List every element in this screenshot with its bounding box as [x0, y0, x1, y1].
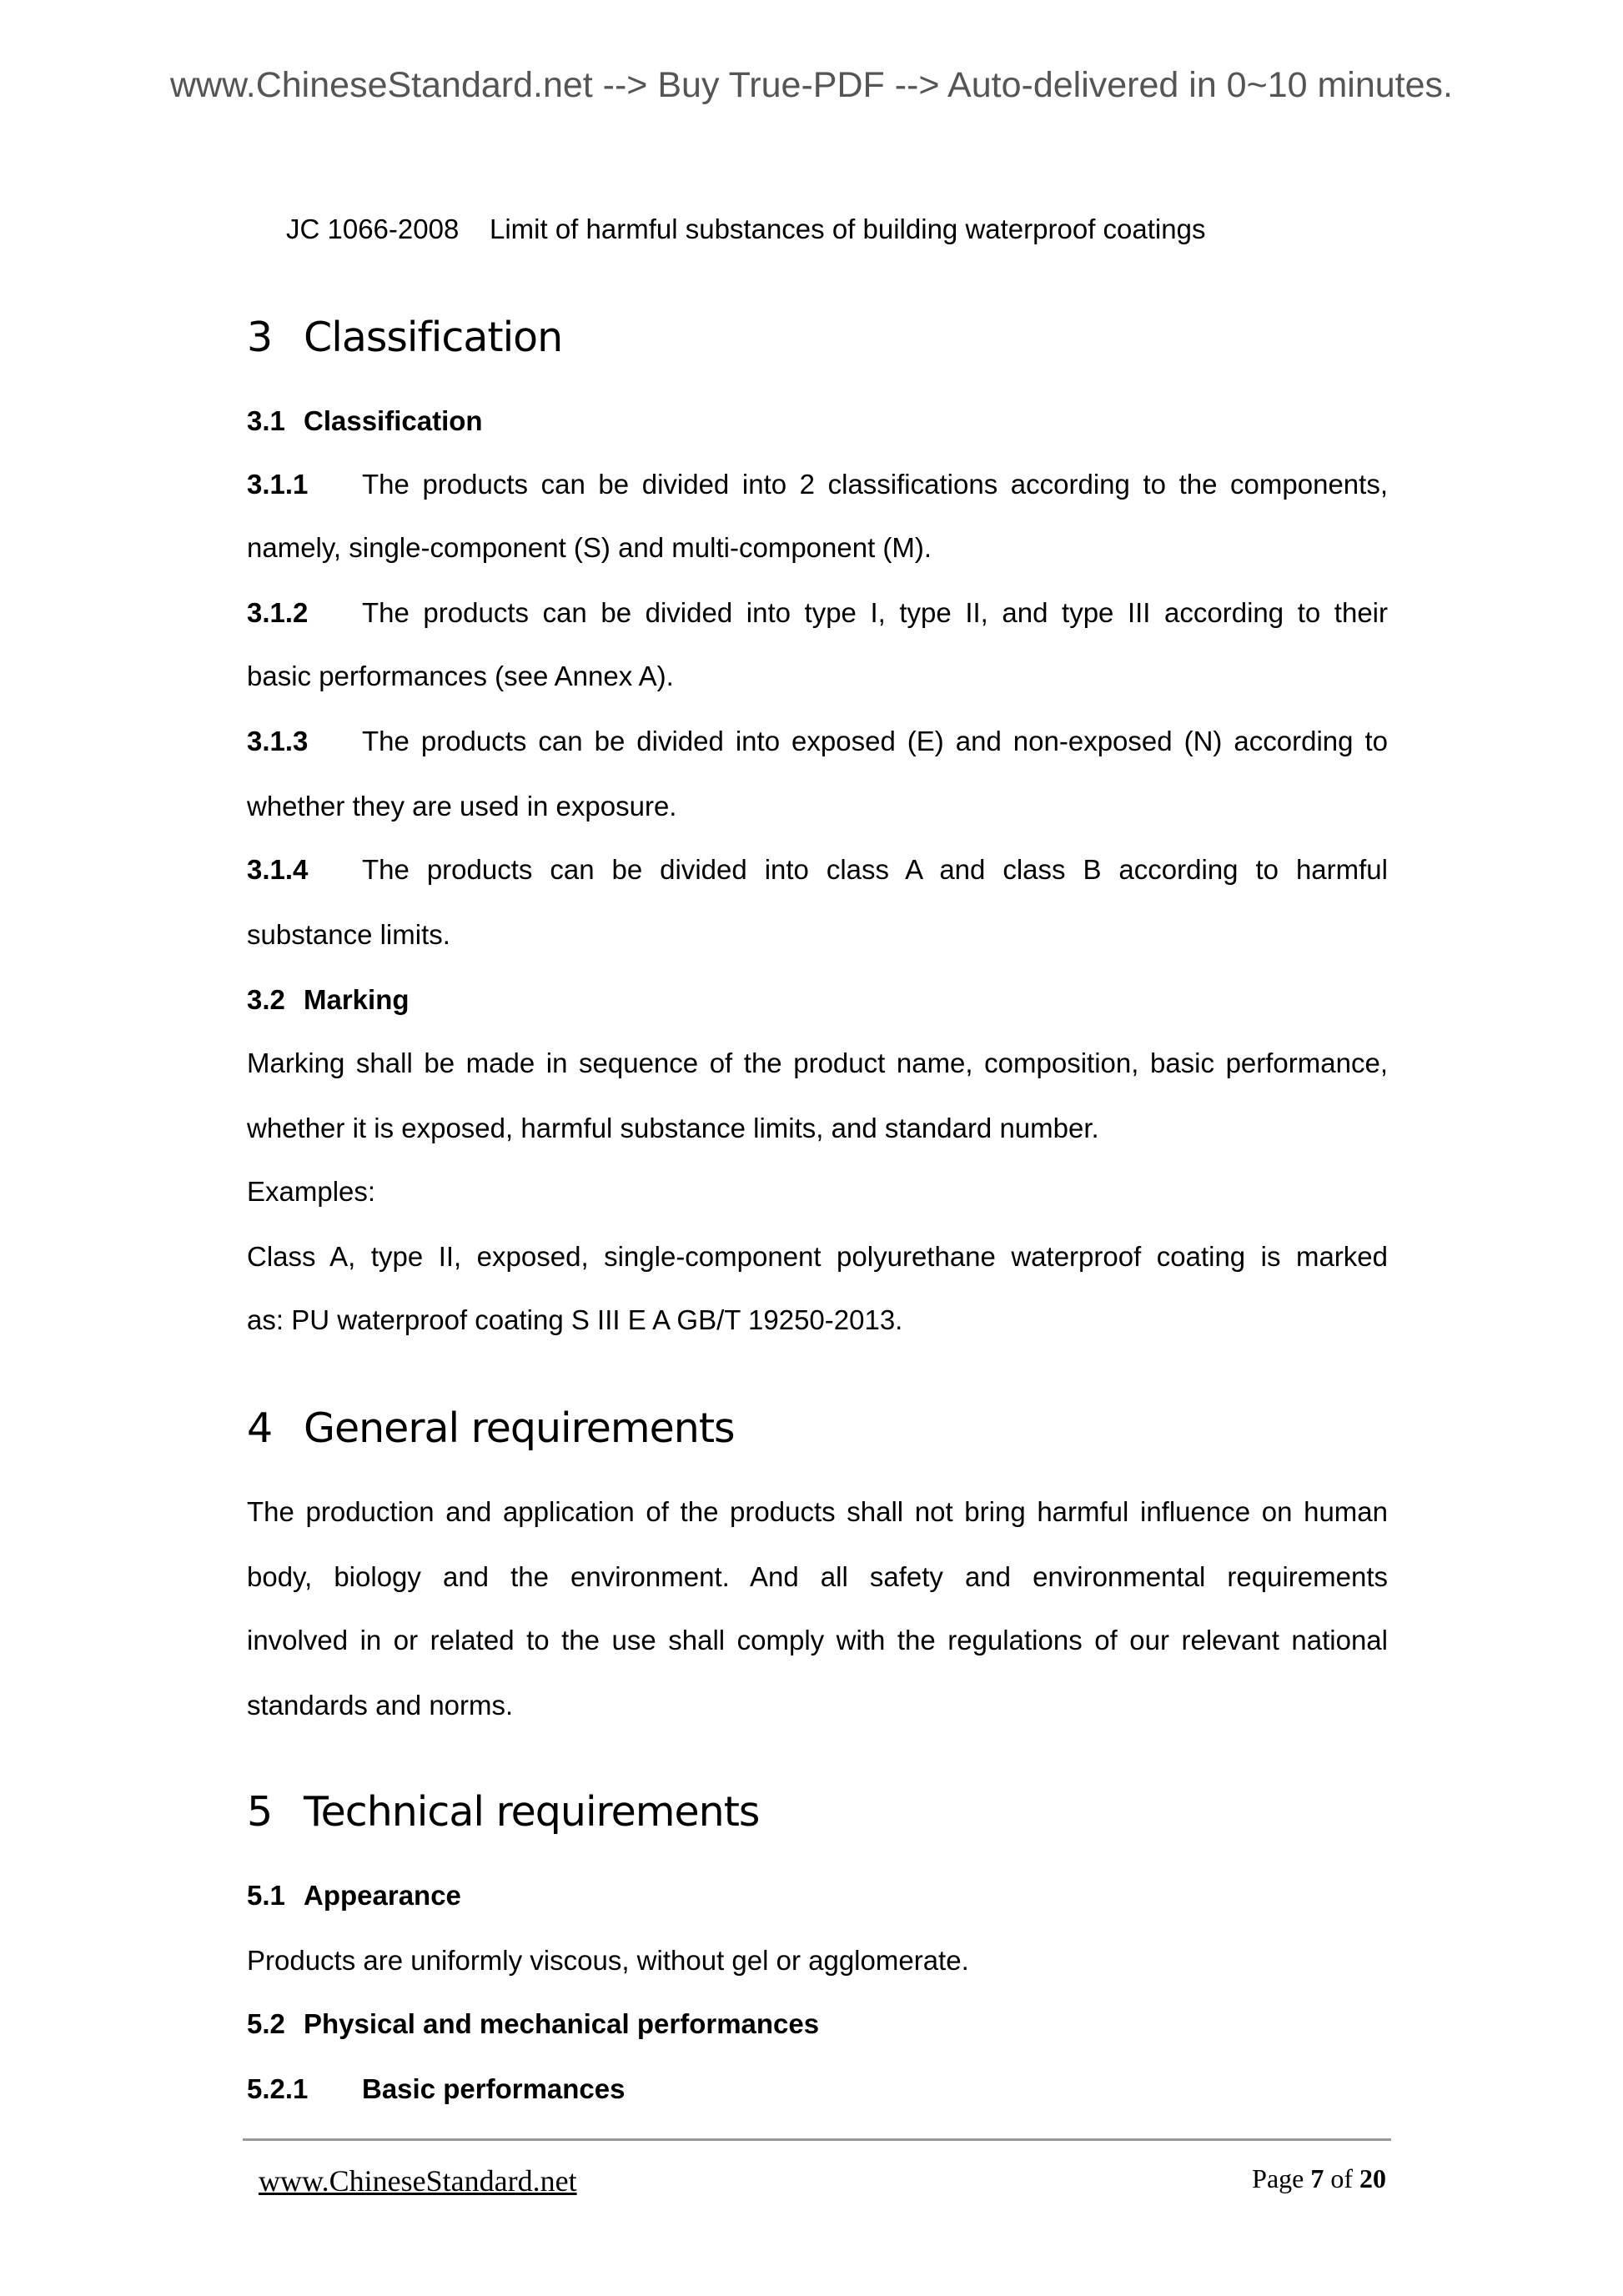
heading-title: General requirements: [304, 1404, 735, 1452]
text-line: whether it is exposed, harmful substance limits, and standard number.: [247, 1113, 1099, 1143]
heading-number: 4: [247, 1404, 273, 1452]
heading-5-2-1: [247, 2073, 625, 2105]
text-line: substance limits.: [247, 919, 450, 950]
page-of: of: [1330, 2163, 1353, 2193]
heading-number: 5.2.1: [247, 2073, 309, 2104]
clause-number: 3.1.4: [247, 854, 309, 885]
clause-number: 3.1.1: [247, 469, 309, 500]
text-line: involved in or related to the use shall comply with the regulations of our relevant national: [247, 1625, 1388, 1655]
text-line: The production and application of the products shall not bring harmful influence on human: [247, 1496, 1388, 1527]
heading-number: 3: [247, 314, 273, 361]
heading-number: 5: [247, 1788, 273, 1836]
heading-title: Marking: [304, 984, 410, 1015]
heading-4: [247, 1404, 735, 1452]
heading-title: Classification: [304, 314, 563, 361]
text-line: whether they are used in exposure.: [247, 791, 677, 821]
heading-3-1: [247, 405, 483, 437]
heading-5-2: [247, 2008, 819, 2040]
heading-title: Basic performances: [362, 2073, 626, 2104]
text-line: The products can be divided into type I, type II, and type III according to their: [362, 597, 1388, 628]
heading-3: [247, 314, 562, 361]
page-indicator: [1252, 2163, 1386, 2194]
clause-3-1-4: [247, 854, 1388, 886]
heading-title: Physical and mechanical performances: [304, 2008, 820, 2039]
clause-number: 3.1.3: [247, 726, 309, 756]
heading-title: Appearance: [304, 1880, 461, 1911]
purchase-banner: www.ChineseStandard.net --> Buy True-PDF --> Auto-delivered in 0~10 minutes.: [169, 65, 1453, 105]
text-line: body, biology and the environment. And all safety and environmental requirements: [247, 1561, 1388, 1592]
running-header: JC 1066-2008 Limit of harmful substances of building waterproof coatings: [286, 214, 1206, 244]
heading-number: 5.1: [247, 1880, 285, 1911]
footer-site-link[interactable]: www.ChineseStandard.net: [259, 2164, 577, 2198]
heading-number: 3.1: [247, 405, 285, 436]
heading-3-2: [247, 984, 410, 1016]
text-line: Products are uniformly viscous, without gel or agglomerate.: [247, 1945, 969, 1976]
heading-title: Classification: [304, 405, 483, 436]
text-line: Marking shall be made in sequence of the product name, composition, basic performance,: [247, 1048, 1388, 1078]
heading-number: 3.2: [247, 984, 285, 1015]
text-line: The products can be divided into exposed (E) and non-exposed (N) according to: [362, 726, 1388, 756]
text-line: as: PU waterproof coating S III E A GB/T 19250-2013.: [247, 1304, 903, 1335]
heading-5: [247, 1788, 759, 1836]
heading-title: Technical requirements: [304, 1788, 760, 1836]
page-label: Page: [1252, 2163, 1304, 2193]
footer-divider: [243, 2138, 1391, 2141]
text-line: basic performances (see Annex A).: [247, 661, 674, 691]
total-pages: 20: [1359, 2163, 1386, 2193]
current-page: 7: [1310, 2163, 1324, 2193]
clause-3-1-1: [247, 469, 1388, 500]
clause-3-1-2: [247, 597, 1388, 629]
text-line: The products can be divided into 2 classifications according to the components,: [362, 469, 1388, 500]
text-line: The products can be divided into class A and class B according to harmful: [362, 854, 1388, 885]
text-line: Examples:: [247, 1176, 376, 1207]
text-line: Class A, type II, exposed, single-component polyurethane waterproof coating is marked: [247, 1241, 1388, 1272]
text-line: namely, single-component (S) and multi-component (M).: [247, 532, 932, 563]
heading-number: 5.2: [247, 2008, 285, 2039]
text-line: standards and norms.: [247, 1690, 514, 1721]
clause-number: 3.1.2: [247, 597, 309, 628]
heading-5-1: [247, 1880, 461, 1912]
clause-3-1-3: [247, 726, 1388, 757]
